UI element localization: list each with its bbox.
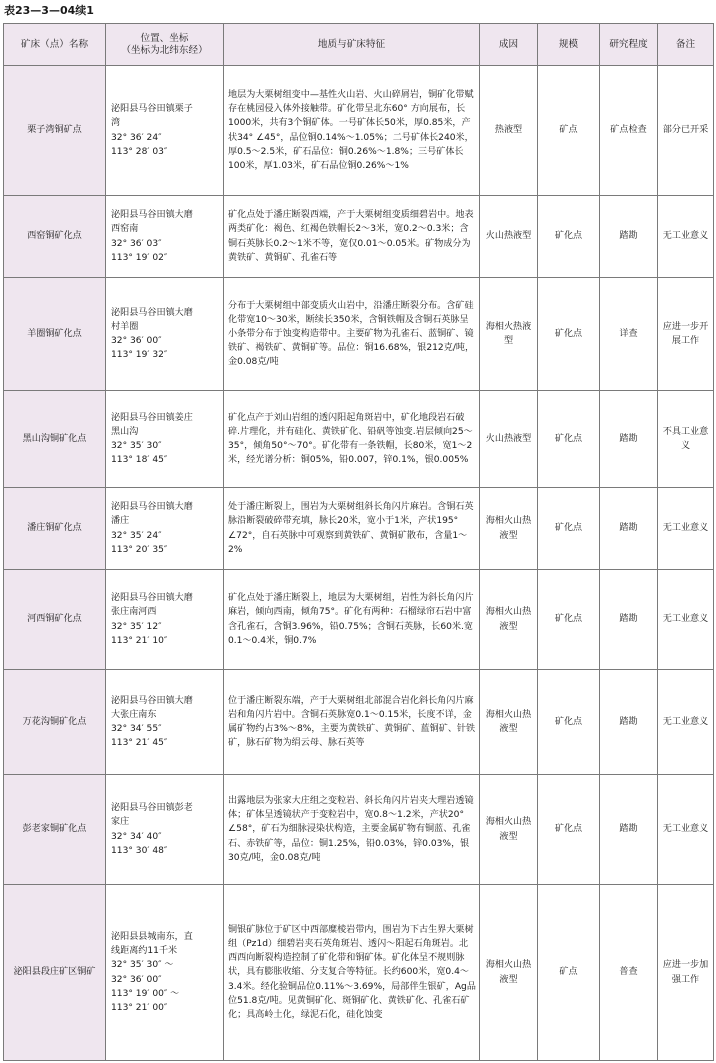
location-line: 线距离约11千米 (111, 946, 178, 957)
deposit-name: 潘庄铜矿化点 (4, 488, 106, 570)
location-line: 113° 19′ 00″ ～ (111, 988, 180, 999)
deposit-description: 矿化点处于潘庄断裂上，地层为大栗树组，岩性为斜长角闪片麻岩，倾向西南，倾角75°。矿化有两种：石榴绿帘石岩中富含孔雀石，含铜3.96%，铅0.75%；含铜石英脉，长60米.宽0.1～0.4米，铜0.7% (224, 570, 480, 670)
location-line: 泌阳县马谷田镇大磨 (111, 695, 193, 706)
deposit-note: 部分已开采 (658, 66, 714, 196)
location-line: 泌阳县马谷田镇大磨 (111, 593, 193, 604)
location-line: 黑山沟 (111, 426, 139, 437)
location-line: 32° 35′ 12″ (111, 621, 162, 632)
deposit-cause: 海相火山热液型 (480, 488, 538, 570)
location-line: 湾 (111, 118, 121, 129)
deposit-name: 河西铜矿化点 (4, 570, 106, 670)
deposit-scale: 矿点 (538, 885, 600, 1061)
deposit-cause: 火山热液型 (480, 391, 538, 488)
deposit-description: 地层为大栗树组变中—基性火山岩、火山碎屑岩，铜矿化带赋存在桃园侵入体外接触带。矿化带呈北东60° 方向展布，长1000米，共有3个铜矿体。一号矿体长50米，厚0.85米，产状34° ∠45°，品位铜0.14%～1.05%；二号矿体长240米，厚0.5～2.5米，矿石品位：铜0.26%～1.8%；三号矿体长100米，厚1.03米，矿石品位铜0.26%～1% (224, 66, 480, 196)
header-description: 地质与矿床特征 (224, 24, 480, 66)
header-location-line1: 位置、坐标 (140, 32, 189, 44)
deposit-study: 普查 (600, 885, 658, 1061)
location-line: 113° 18′ 45″ (111, 455, 168, 466)
location-line: 西窑南 (111, 224, 139, 235)
deposit-scale: 矿化点 (538, 670, 600, 775)
deposit-location (106, 278, 224, 391)
deposit-table (3, 23, 714, 1061)
deposit-cause: 火山热液型 (480, 196, 538, 278)
deposit-scale: 矿化点 (538, 570, 600, 670)
location-line: 32° 34′ 55″ (111, 724, 162, 734)
deposit-description: 位于潘庄断裂东端，产于大栗树组北部混合岩化斜长角闪片麻岩和角闪片岩中。含铜石英脉宽0.1～0.15米，长度不详，金属矿物约占3%～8%，主要为黄铁矿、黄铜矿、蓝铜矿、针铁矿，脉石矿物为绢云母、脉石英等 (224, 670, 480, 775)
location-line: 泌阳县马谷田镇大磨 (111, 210, 193, 221)
location-line: 泌阳县马谷田镇彭老 (111, 803, 193, 814)
deposit-note: 应进一步开展工作 (658, 278, 714, 391)
location-line: 32° 34′ 40″ (111, 831, 162, 842)
deposit-cause: 热液型 (480, 66, 538, 196)
deposit-description: 矿化点处于潘庄断裂西端，产于大栗树组变质细碧岩中。地表两类矿化：褐色、红褐色铁帽长2～3米，宽0.2～0.3米；含铜石英脉长0.2～1米不等，宽仅0.01～0.05米。矿物成分为黄铁矿、黄铜矿、孔雀石等 (224, 196, 480, 278)
deposit-location (106, 885, 224, 1061)
table-row (4, 488, 714, 570)
deposit-scale: 矿点 (538, 66, 600, 196)
header-location (106, 24, 224, 66)
deposit-note: 无工业意义 (658, 488, 714, 570)
location-line: 泌阳县马谷田镇姜庄 (111, 412, 193, 423)
deposit-name: 黑山沟铜矿化点 (4, 391, 106, 488)
location-line: 32° 36′ 00″ (111, 336, 162, 346)
deposit-location (106, 570, 224, 670)
deposit-description: 铜银矿脉位于矿区中西部糜棱岩带内，围岩为下古生界大栗树组（Pz1d）细碧岩夹石英角斑岩、透闪～阳起石角斑岩。北西西向断裂构造控制了矿化带和铜矿体。矿化体呈不规则脉状，具有膨胀收缩、分支复合等特征。长约600米，宽0.4～3.4米。经化验铜品位0.11%～3.69%，局部伴生银矿，Ag品位51.8克/吨。见黄铜矿化、斑铜矿化、黄铁矿化、孔雀石矿化；具高岭土化，绿泥石化，硅化蚀变 (224, 885, 480, 1061)
table-row (4, 885, 714, 1061)
location-line: 泌阳县马谷田镇大磨 (111, 307, 193, 318)
deposit-scale: 矿化点 (538, 196, 600, 278)
deposit-note: 不具工业意义 (658, 391, 714, 488)
deposit-location (106, 391, 224, 488)
location-line: 113° 19′ 02″ (111, 252, 168, 263)
deposit-study: 踏勘 (600, 670, 658, 775)
location-line: 113° 21′ 45″ (111, 738, 168, 749)
deposit-scale: 矿化点 (538, 278, 600, 391)
header-cause: 成因 (480, 24, 538, 66)
location-line: 113° 28′ 03″ (111, 146, 168, 157)
deposit-location (106, 66, 224, 196)
deposit-name: 西窑铜矿化点 (4, 196, 106, 278)
deposit-description: 处于潘庄断裂上，围岩为大栗树组斜长角闪片麻岩。含铜石英脉沿断裂破碎带充填，脉长20米，宽小于1米，产状195° ∠72°，自石英脉中可观察到黄铁矿、黄铜矿散布，含量1～2% (224, 488, 480, 570)
deposit-location (106, 775, 224, 885)
deposit-study: 踏勘 (600, 391, 658, 488)
deposit-note: 无工业意义 (658, 775, 714, 885)
deposit-description: 出露地层为张家大庄组之变粒岩、斜长角闪片岩夹大理岩透镜体；矿体呈透镜状产于变粒岩中，宽0.8～1.2米，产状20° ∠58°，矿石为细脉浸染状构造，主要金属矿物有铜蓝、孔雀石、赤铁矿等，品位：铜1.25%，铅0.03%，锌0.03%，银30克/吨，金0.08克/吨 (224, 775, 480, 885)
deposit-name: 羊圈铜矿化点 (4, 278, 106, 391)
header-name: 矿床（点）名称 (4, 24, 106, 66)
table-row (4, 66, 714, 196)
location-line: 113° 20′ 35″ (111, 544, 168, 555)
location-line: 村羊圈 (111, 321, 139, 332)
location-line: 32° 36′ 24″ (111, 132, 162, 143)
deposit-study: 矿点检查 (600, 66, 658, 196)
deposit-name: 栗子湾铜矿点 (4, 66, 106, 196)
deposit-study: 踏勘 (600, 570, 658, 670)
deposit-study: 踏勘 (600, 775, 658, 885)
location-line: 32° 36′ 00″ (111, 974, 162, 985)
location-line: 潘庄 (111, 516, 130, 527)
deposit-note: 无工业意义 (658, 570, 714, 670)
deposit-scale: 矿化点 (538, 488, 600, 570)
deposit-note: 无工业意义 (658, 196, 714, 278)
deposit-scale: 矿化点 (538, 391, 600, 488)
deposit-note: 应进一步加强工作 (658, 885, 714, 1061)
location-line: 113° 21′ 10″ (111, 635, 168, 646)
deposit-description: 矿化点产于刘山岩组的透闪阳起角斑岩中，矿化地段岩石破碎.片理化，并有硅化、黄铁矿化、铅矾等蚀变.岩层倾向25～35°，倾角50°～70°。矿化带有一条铁帽，长80米，宽1～2米，经光谱分析：铜05%，铅0.007，锌0.1%，银0.005% (224, 391, 480, 488)
location-line: 大张庄南东 (111, 709, 157, 720)
table-row (4, 391, 714, 488)
deposit-location (106, 196, 224, 278)
deposit-name: 万花沟铜矿化点 (4, 670, 106, 775)
table-row (4, 278, 714, 391)
deposit-note: 无工业意义 (658, 670, 714, 775)
header-study: 研究程度 (600, 24, 658, 66)
deposit-cause: 海相火山热液型 (480, 885, 538, 1061)
location-line: 32° 36′ 03″ (111, 238, 162, 249)
location-line: 泌阳县县城南东，直 (111, 932, 193, 943)
table-row (4, 570, 714, 670)
table-row (4, 670, 714, 775)
location-line: 泌阳县马谷田镇大磨 (111, 502, 193, 513)
location-line: 家庄 (111, 817, 130, 828)
location-line: 32° 35′ 30″ (111, 441, 162, 451)
deposit-location (106, 670, 224, 775)
header-scale: 规模 (538, 24, 600, 66)
deposit-description: 分布于大栗树组中部变质火山岩中，沿潘庄断裂分布。含矿硅化带宽10～30米，断续长350米，含铜铁帽及含铜石英脉呈小条带分布于蚀变构造带中。主要矿物为孔雀石、蓝铜矿、镜铁矿、褐铁矿、黄铜矿等。品位：铜16.68%，银212克/吨，金0.08克/吨 (224, 278, 480, 391)
deposit-name: 泌阳县段庄矿区铜矿 (4, 885, 106, 1061)
header-note: 备注 (658, 24, 714, 66)
location-line: 泌阳县马谷田镇栗子 (111, 104, 193, 115)
table-row (4, 775, 714, 885)
deposit-location (106, 488, 224, 570)
header-location-line2: （坐标为北纬东经） (121, 44, 208, 56)
deposit-scale: 矿化点 (538, 775, 600, 885)
location-line: 113° 30′ 48″ (111, 845, 168, 856)
table-caption: 表23—3—04续1 (4, 4, 94, 17)
deposit-study: 踏勘 (600, 488, 658, 570)
location-line: 32° 35′ 30″ ～ (111, 960, 174, 971)
deposit-name: 彭老家铜矿化点 (4, 775, 106, 885)
deposit-cause: 海相火山热液型 (480, 775, 538, 885)
deposit-cause: 海相火山热液型 (480, 670, 538, 775)
deposit-cause: 海相火热液型 (480, 278, 538, 391)
location-line: 张庄南河西 (111, 607, 157, 618)
location-line: 113° 19′ 32″ (111, 350, 168, 361)
table-row (4, 196, 714, 278)
deposit-study: 详查 (600, 278, 658, 391)
location-line: 113° 21′ 00″ (111, 1002, 168, 1013)
location-line: 32° 35′ 24″ (111, 530, 162, 541)
deposit-cause: 海相火山热液型 (480, 570, 538, 670)
deposit-study: 踏勘 (600, 196, 658, 278)
